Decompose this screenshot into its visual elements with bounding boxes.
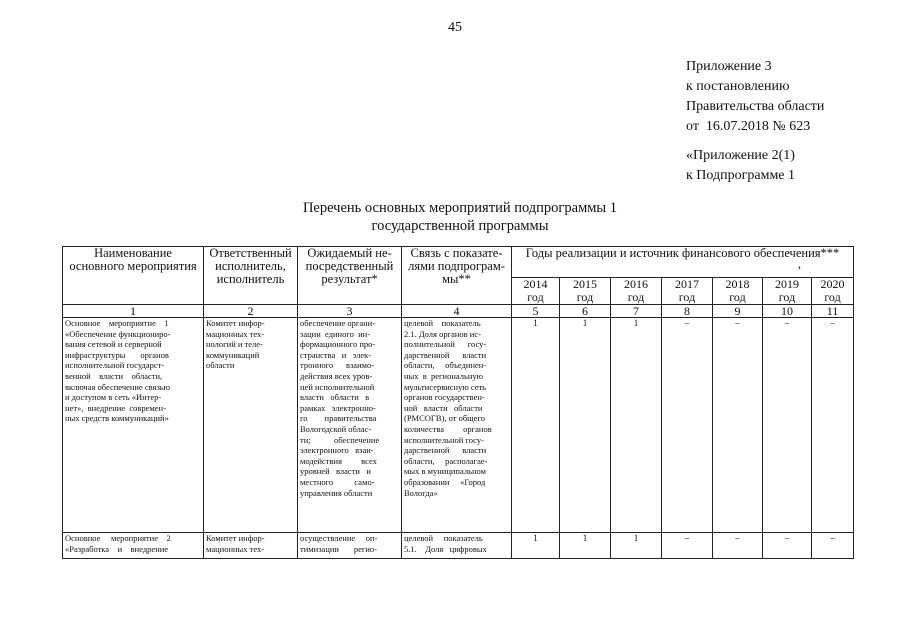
cell-line: мационных тех- [206,543,265,554]
header-year [812,278,854,305]
cell-line: го правительства [300,413,377,424]
cell-responsible [204,318,298,533]
cell-line: обеспечение органи- [300,318,376,328]
cell-line: количества органов [404,423,492,434]
cell-line: ных средств коммуникаций» [65,413,169,424]
cell-line: дарственной власти [404,445,487,456]
measures-table [62,246,854,559]
cell-year-value: 1 [611,318,662,533]
year-value: 2015 [573,277,597,291]
cell-year-value: 1 [611,533,662,559]
cell-line: рамках электронно- [300,402,376,413]
cell-responsible [204,533,298,559]
cell-indicator-link [402,318,512,533]
title-line: государственной программы [371,218,549,234]
cell-year-value: – [662,533,713,559]
cell-line: Основное мероприятие 1 [65,318,169,328]
cell-line: электронного взаи- [300,445,374,456]
year-value: 2020 [820,277,845,291]
column-number: 8 [662,305,713,318]
year-value: 2018 [725,277,750,291]
column-number: 3 [298,305,402,318]
column-number: 10 [763,305,812,318]
header-years-group [512,247,854,278]
cell-year-value: 1 [560,318,611,533]
cell-year-value: – [713,318,763,533]
cell-line: Вологда» [404,487,438,498]
header-responsible [204,247,298,305]
column-number: 5 [512,305,560,318]
column-number: 6 [560,305,611,318]
column-number: 4 [402,305,512,318]
appendix-line: к постановлению [686,79,790,94]
table-row [63,533,854,559]
year-value: 2019 [775,277,799,291]
appendix-header [686,57,824,137]
header-year [512,278,560,305]
year-value: 2016 [624,277,648,291]
cell-line: уровней власти и [300,466,371,477]
cell-line: Комитет инфор- [206,533,265,543]
header-line: Ответственный [209,246,292,260]
cell-line: власти области в [300,392,370,403]
appendix2-header [686,146,795,186]
page-number: 45 [448,20,462,35]
cell-line: нологий и теле- [206,339,263,350]
cell-line: «Обеспечение функциониро- [65,328,171,339]
cell-line: тимизации регио- [300,543,377,554]
cell-line: ти; обеспечение [300,434,380,445]
cell-line: мационных тех- [206,328,265,339]
cell-line: исполнительной госу- [404,434,484,445]
column-number-row [63,305,854,318]
cell-year-value: – [763,318,812,533]
cell-line: странства и элек- [300,349,372,360]
header-line: лями подпрограм- [408,259,505,273]
cell-year-value: – [662,318,713,533]
column-number: 7 [611,305,662,318]
cell-year-value: – [812,533,854,559]
header-line: Годы реализации и источник финансового обеспечения*** [525,246,840,260]
year-suffix: год [576,290,594,304]
column-number: 2 [204,305,298,318]
appendix-line: Правительства области [686,99,825,114]
cell-line: «Разработка и внедрение [65,543,169,554]
cell-line: области [206,360,235,371]
cell-line: ных в региональную [404,370,483,381]
cell-line: исполнительной государст- [65,360,165,371]
cell-line: органов государствен- [404,392,485,403]
cell-line: области, располагае- [404,455,488,466]
cell-year-value: – [812,318,854,533]
cell-line: мых в муниципальном [404,466,486,477]
cell-line: области, объединен- [404,360,487,371]
header-year [560,278,611,305]
cell-line: образовании «Город [404,476,486,487]
table-row [63,318,854,533]
cell-line: Основное мероприятие 2 [65,533,171,543]
cell-line: нет», внедрение современ- [65,402,166,413]
appendix2-line: к Подпрограмме 1 [686,168,796,183]
cell-line: ной власти области [404,402,483,413]
cell-line: мультисервисную сеть [404,381,487,392]
cell-line: действия всех уров- [300,370,373,381]
header-line: исполнитель, [215,259,286,273]
cell-line: формационного про- [300,339,376,350]
cell-year-value: – [713,533,763,559]
header-name [63,247,204,305]
column-number: 1 [63,305,204,318]
cell-line: и доступом в сеть «Интер- [65,392,162,403]
cell-line: венной власти области, [65,370,163,381]
cell-line: 2.1. Доля органов ис- [404,328,481,339]
cell-measure-name [63,533,204,559]
header-line: результат* [321,272,378,286]
cell-line: модействия всех [300,455,377,466]
year-suffix: год [824,290,841,304]
year-suffix: год [778,290,796,304]
cell-line: целевой показатель [404,533,483,543]
header-line: Наименование [94,246,172,260]
header-line: посредственный [305,259,394,273]
header-expected [298,247,402,305]
table-header-row [63,247,854,278]
cell-line: коммуникаций [206,349,260,360]
header-line-tail: , [797,257,802,271]
header-link [402,247,512,305]
cell-line: тронного взаимо- [300,360,375,371]
header-line: Связь с показате- [410,246,503,260]
appendix-line: Приложение 3 [686,59,772,74]
header-year [611,278,662,305]
cell-year-value: 1 [512,533,560,559]
appendix-line: от 16.07.2018 № 623 [686,119,811,134]
year-suffix: год [527,290,544,304]
cell-line: включая обеспечение связью [65,381,171,392]
title-line: Перечень основных мероприятий подпрограммы 1 [302,200,618,216]
cell-line: целевой показатель [404,318,481,328]
header-line: мы** [442,272,471,286]
header-line: основного мероприятия [69,259,197,273]
document-title [230,199,690,235]
cell-line: инфраструктуры органов [65,349,169,360]
cell-measure-name [63,318,204,533]
cell-line: управления области [300,487,373,498]
year-value: 2014 [523,277,548,291]
header-year [713,278,763,305]
year-suffix: год [627,290,645,304]
header-line: исполнитель [216,272,285,286]
header-year [763,278,812,305]
cell-indicator-link [402,533,512,559]
cell-expected-result [298,533,402,559]
year-value: 2017 [675,277,699,291]
column-number: 11 [812,305,854,318]
cell-line: осуществление оп- [300,533,378,543]
cell-line: ней исполнительной [300,381,375,392]
cell-line: зации единого ин- [300,328,371,339]
appendix2-line: «Приложение 2(1) [686,148,795,163]
cell-year-value: 1 [560,533,611,559]
cell-line: дарственной власти [404,349,487,360]
cell-line: Вологодской облас- [300,423,372,434]
year-suffix: год [678,290,696,304]
cell-line: (РМСОГВ), от общего [404,413,485,424]
cell-line: Комитет инфор- [206,318,265,328]
cell-year-value: – [763,533,812,559]
header-line: Ожидаемый не- [307,246,392,260]
year-suffix: год [729,290,746,304]
column-number: 9 [713,305,763,318]
cell-line: 5.1. Доля цифровых [404,543,487,554]
header-year [662,278,713,305]
cell-line: полнительной госу- [404,339,487,350]
cell-year-value: 1 [512,318,560,533]
cell-line: местного само- [300,476,375,487]
cell-line: вания сетевой и серверной [65,339,162,350]
cell-expected-result [298,318,402,533]
